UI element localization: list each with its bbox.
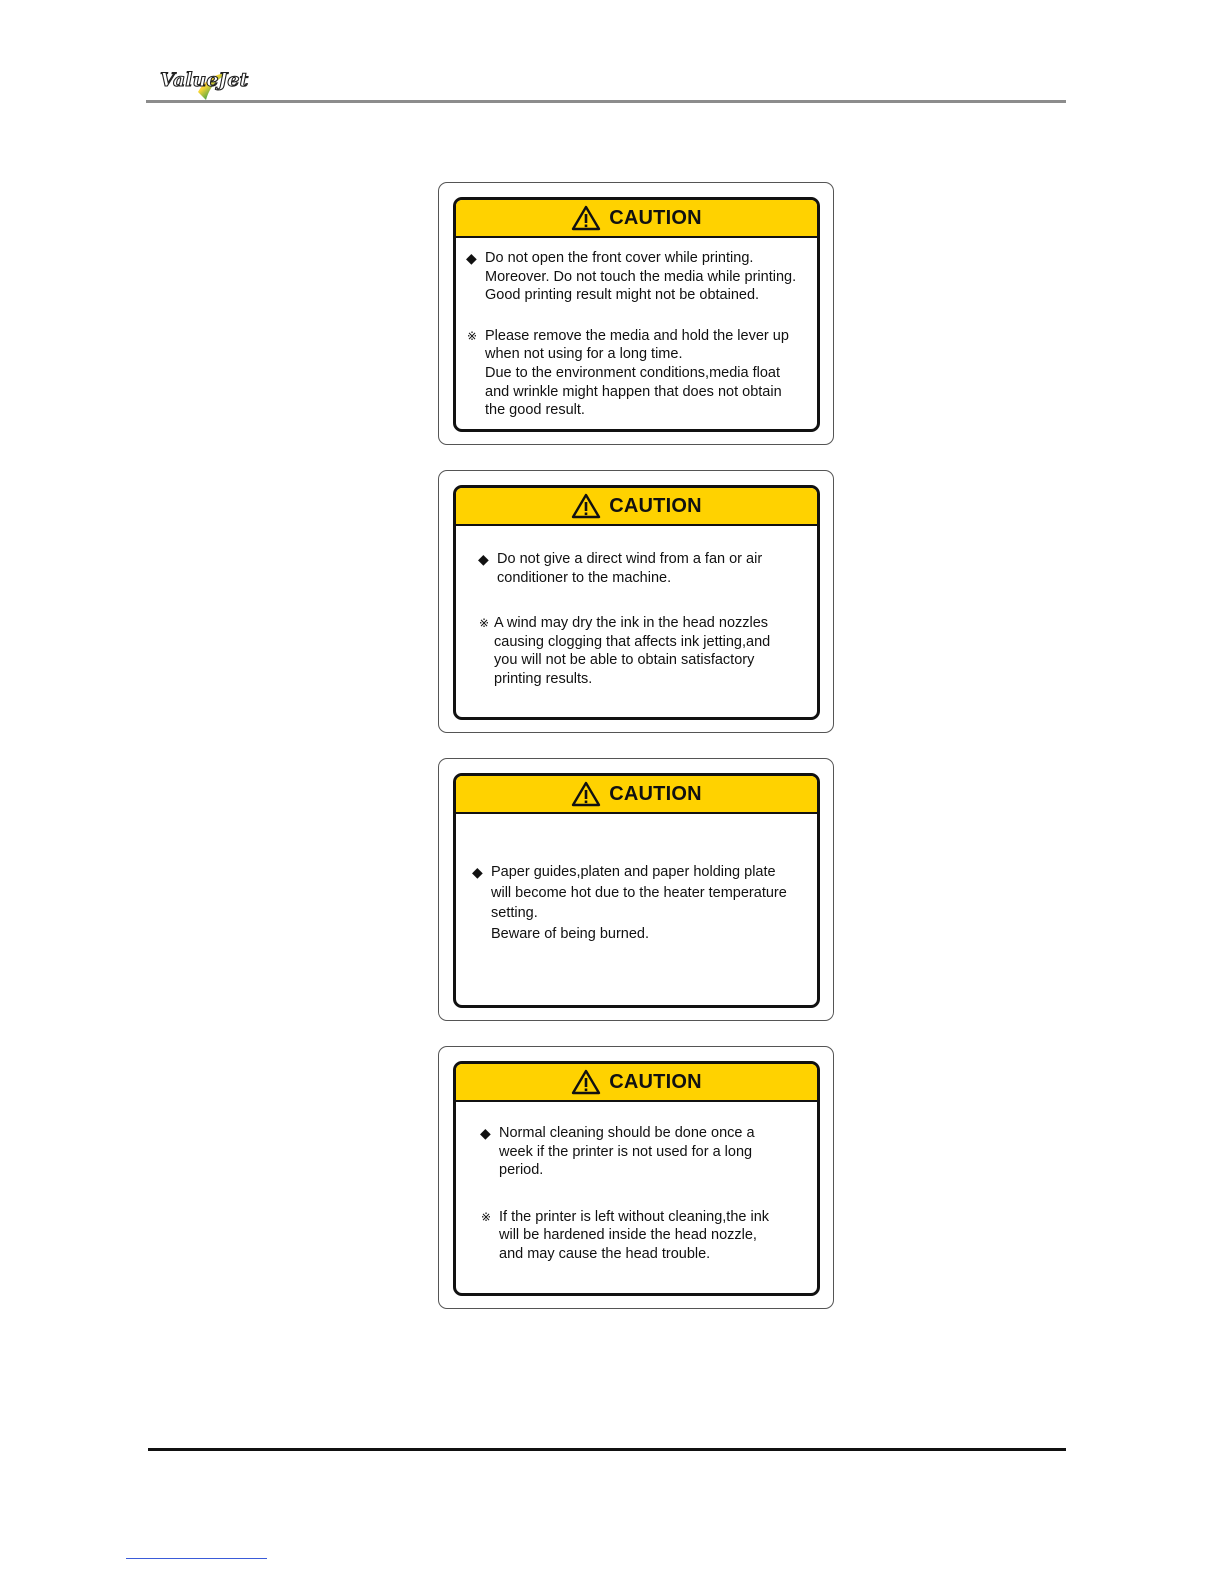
caution-label-2 [438,470,834,733]
warning-triangle-icon [571,493,601,519]
warning-triangle-icon [571,781,601,807]
caution-label-frame [453,485,820,720]
caution-label-1 [438,182,834,445]
warning-triangle-icon [571,1069,601,1095]
diamond-bullet-icon: ◆ [478,551,489,567]
diamond-bullet-icon: ◆ [472,864,483,880]
caution-label-frame [453,1061,820,1296]
caution-body [456,249,817,420]
caution-header [456,776,817,814]
caution-label-frame [453,197,820,432]
bullet-item: ◆ Normal cleaning should be done once a week if the printer is not used for a long period. [480,1125,755,1179]
logo-wordmark: ValueJet [160,69,249,91]
caution-title: CAUTION [609,782,702,805]
caution-header [456,200,817,238]
reference-mark-icon: ※ [481,1209,492,1224]
caution-body [456,862,817,944]
caution-label-3 [438,758,834,1021]
reference-mark-icon: ※ [467,328,478,343]
caution-header [456,1064,817,1102]
footer-rule [148,1448,1066,1451]
footer-link-underline [126,1558,267,1559]
caution-title: CAUTION [609,206,702,229]
diamond-bullet-icon: ◆ [480,1125,491,1141]
caution-title: CAUTION [609,1070,702,1093]
diamond-bullet-icon: ◆ [466,250,477,266]
note-item: ※ If the printer is left without cleaning,the ink will be hardened inside the head nozzle, and may cause the head trouble. [481,1208,770,1262]
reference-mark-icon: ※ [479,616,490,631]
caution-header [456,488,817,526]
valuejet-logo [158,64,278,104]
caution-label-frame [453,773,820,1008]
bullet-item: ◆ Do not open the front cover while printing. Moreover. Do not touch the media while printing. Good printing result might not be obtained. [466,250,797,304]
caution-label-4 [438,1046,834,1309]
header-rule [146,100,1066,103]
caution-body [456,1124,817,1264]
caution-title: CAUTION [609,494,702,517]
bullet-item: ◆ Paper guides,platen and paper holding plate will become hot due to the heater temperature setting. Beware of being burned. [472,864,787,942]
warning-triangle-icon [571,205,601,231]
caution-body [456,550,817,689]
note-item: ※ A wind may dry the ink in the head nozzles causing clogging that affects ink jetting,and you will not be able to obtain satisfactory printing results. [479,615,771,687]
bullet-item: ◆ Do not give a direct wind from a fan or air conditioner to the machine. [478,551,763,586]
note-item: ※ Please remove the media and hold the lever up when not using for a long time. Due to the environment conditions,media float and wrinkle might happen that does not obtain the good result. [467,327,789,419]
